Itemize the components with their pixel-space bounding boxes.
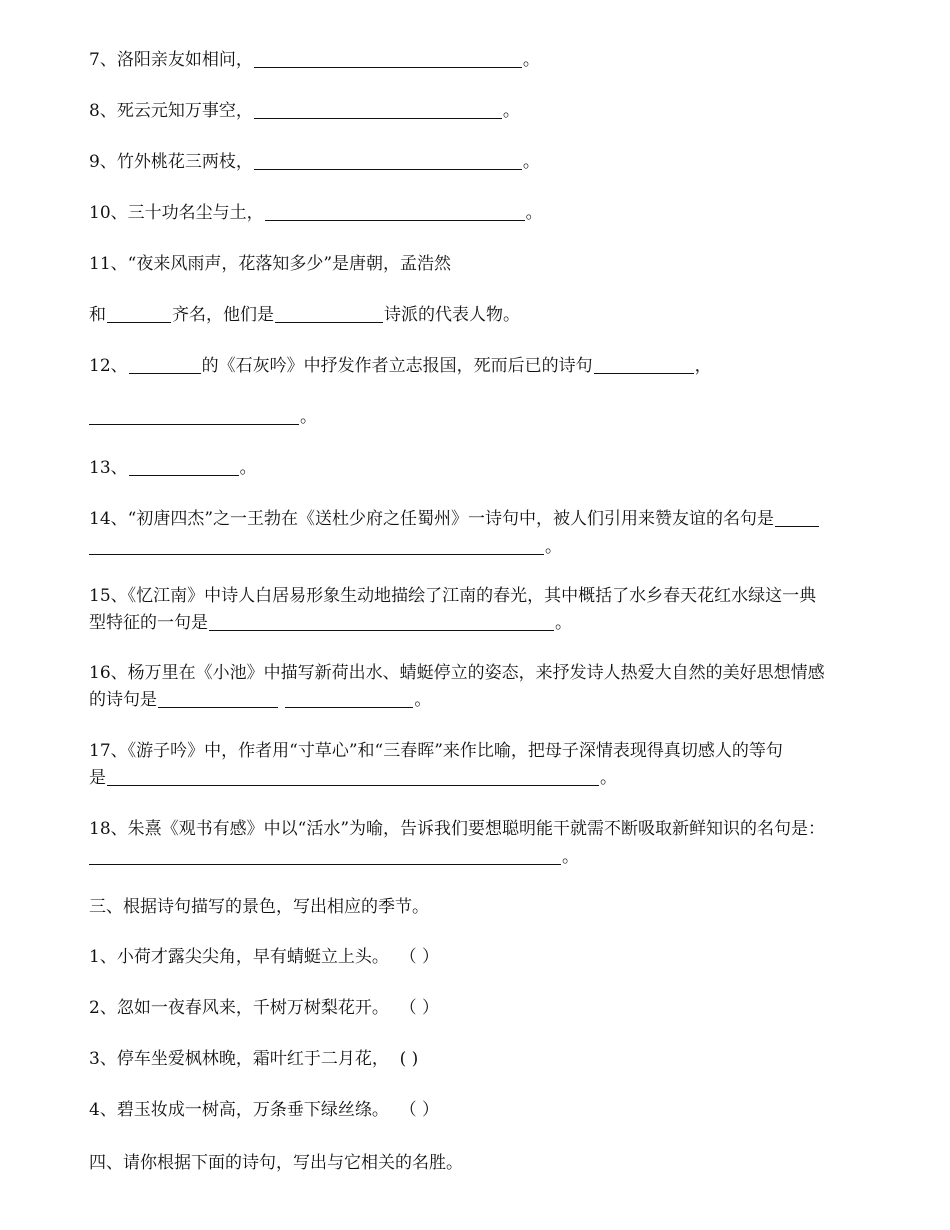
answer-blank[interactable] [265, 203, 525, 221]
question-12-line-2 [89, 404, 904, 430]
question-number: 18、 [89, 819, 128, 839]
period: 。 [545, 537, 562, 557]
answer-blank[interactable] [775, 509, 819, 527]
answer-blank[interactable] [89, 537, 544, 555]
period: 。 [239, 458, 257, 478]
question-9 [89, 149, 904, 175]
question-text: “初唐四杰”之一王勃在《送杜少府之任蜀州》一诗句中，被人们引用来赞友谊的名句是 [127, 509, 775, 529]
question-number: 8、 [89, 101, 117, 121]
answer-blank[interactable] [107, 305, 171, 323]
answer-blank[interactable] [89, 847, 561, 865]
question-11 [89, 251, 904, 277]
period: 。 [414, 690, 432, 710]
answer-blank[interactable] [594, 356, 694, 374]
question-number: 16、 [89, 663, 128, 683]
question-11-line-2 [89, 302, 904, 328]
question-14-line-2 [89, 534, 904, 560]
period: 。 [555, 613, 572, 633]
question-15-line-2 [89, 610, 904, 636]
comma: ， [694, 356, 712, 376]
answer-blank[interactable] [275, 305, 383, 323]
question-text: 三十功名尘与土， [127, 203, 264, 223]
answer-blank[interactable] [89, 407, 299, 425]
period: 。 [502, 101, 520, 121]
question-text: 朱熹《观书有感》中以“活水”为喻，告诉我们要想聪明能干就需不断吸取新鲜知识的名句是： [127, 819, 826, 839]
question-18 [89, 816, 904, 842]
question-text: 是 [89, 768, 106, 788]
question-number: 4、 [89, 1100, 117, 1120]
answer-parentheses[interactable]: （ ） [399, 947, 440, 967]
period: 。 [522, 50, 540, 70]
season-question-2 [89, 995, 904, 1021]
answer-parentheses[interactable]: （ ） [399, 998, 440, 1018]
question-text: 齐名，他们是 [172, 305, 274, 325]
question-17-line-2 [89, 765, 904, 791]
question-text: 的诗句是 [89, 690, 157, 710]
question-text: 碧玉妆成一树高，万条垂下绿丝绦。 [116, 1100, 389, 1120]
answer-parentheses[interactable]: （ ） [399, 1100, 440, 1120]
question-number: 1、 [89, 947, 117, 967]
question-text: 杨万里在《小池》中描写新荷出水、蜻蜓停立的姿态，来抒发诗人热爱大自然的美好思想情感 [127, 663, 825, 683]
question-number: 9、 [89, 152, 117, 172]
period: 。 [300, 407, 317, 427]
question-number: 11、 [89, 254, 128, 274]
question-number: 2、 [89, 998, 117, 1018]
question-16-line-2 [89, 687, 904, 713]
answer-blank[interactable] [254, 152, 522, 170]
answer-blank[interactable] [158, 690, 278, 708]
answer-blank[interactable] [129, 458, 239, 476]
question-text: 洛阳亲友如相问， [116, 50, 253, 70]
answer-blank[interactable] [129, 356, 201, 374]
question-12 [89, 353, 904, 379]
answer-blank[interactable] [254, 101, 502, 119]
period: 。 [562, 847, 579, 867]
question-text: 诗派的代表人物。 [384, 305, 520, 325]
question-15 [89, 583, 904, 609]
period: 。 [522, 152, 540, 172]
section-4-heading: 四、请你根据下面的诗句，写出与它相关的名胜。 [89, 1153, 463, 1173]
question-14 [89, 506, 904, 532]
question-text: 忽如一夜春风来，千树万树梨花开。 [116, 998, 389, 1018]
question-16 [89, 660, 904, 686]
question-text: 停车坐爱枫林晚，霜叶红于二月花， [116, 1049, 389, 1069]
question-number: 17、 [89, 741, 128, 761]
question-text: 《游子吟》中，作者用“寸草心”和“三春晖”来作比喻，把母子深情表现得真切感人的等句 [127, 741, 783, 761]
answer-blank[interactable] [107, 768, 599, 786]
question-number: 12、 [89, 356, 128, 376]
section-3-heading: 三、根据诗句描写的景色，写出相应的季节。 [89, 897, 429, 917]
question-7 [89, 47, 904, 73]
question-number: 3、 [89, 1049, 117, 1069]
question-number: 13、 [89, 458, 128, 478]
question-number: 10、 [89, 203, 128, 223]
question-18-line-2 [89, 844, 904, 870]
question-text: 和 [89, 305, 106, 325]
period: 。 [525, 203, 543, 223]
question-text: 竹外桃花三两枝， [116, 152, 253, 172]
season-question-1 [89, 944, 904, 970]
question-number: 14、 [89, 509, 128, 529]
question-number: 7、 [89, 50, 117, 70]
question-text: 《忆江南》中诗人白居易形象生动地描绘了江南的春光，其中概括了水乡春天花红水绿这一典 [127, 586, 817, 606]
period: 。 [600, 768, 617, 788]
season-question-3 [89, 1046, 904, 1072]
answer-blank[interactable] [254, 50, 522, 68]
answer-parentheses[interactable]: ( ) [399, 1049, 419, 1069]
question-text: 死云元知万事空， [116, 101, 253, 121]
question-13 [89, 455, 904, 481]
question-text: 的《石灰吟》中抒发作者立志报国，死而后已的诗句 [201, 356, 593, 376]
question-8 [89, 98, 904, 124]
season-question-4 [89, 1097, 904, 1123]
question-text: 小荷才露尖尖角，早有蜻蜓立上头。 [116, 947, 389, 967]
question-text: “夜来风雨声，花落知多少”是唐朝，孟浩然 [127, 254, 452, 274]
question-text: 型特征的一句是 [89, 613, 208, 633]
answer-blank[interactable] [209, 613, 554, 631]
question-number: 15、 [89, 586, 128, 606]
question-17 [89, 738, 904, 764]
question-10 [89, 200, 904, 226]
answer-blank[interactable] [285, 690, 413, 708]
